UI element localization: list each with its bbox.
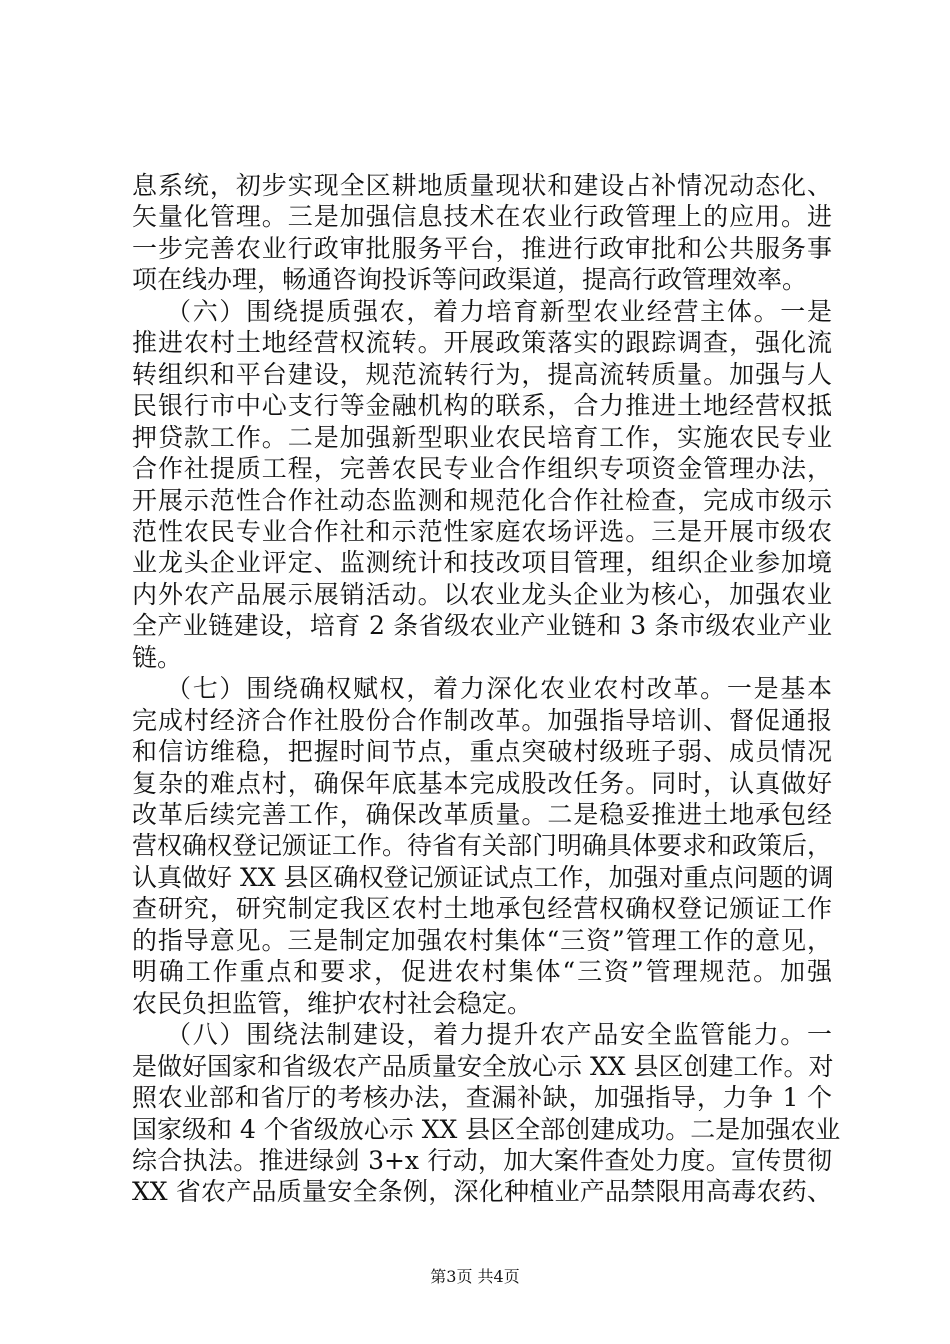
text-line: 和信访维稳，把握时间节点，重点突破村级班子弱、成员情况: [132, 737, 832, 766]
text-line: 开展示范性合作社动态监测和规范化合作社检查，完成市级示: [132, 486, 832, 515]
text-line: 推进农村土地经营权流转。开展政策落实的跟踪调查，强化流: [132, 328, 832, 357]
text-line: 转组织和平台建设，规范流转行为，提高流转质量。加强与人: [132, 360, 832, 389]
text-line: 全产业链建设，培育 2 条省级农业产业链和 3 条市级农业产业: [132, 611, 832, 640]
text-line: 范性农民专业合作社和示范性家庭农场评选。三是开展市级农: [132, 517, 832, 546]
text-line: 内外农产品展示展销活动。以农业龙头企业为核心，加强农业: [132, 580, 832, 609]
text-line: 项在线办理，畅通咨询投诉等问政渠道，提高行政管理效率。: [132, 265, 808, 294]
text-line: 息系统，初步实现全区耕地质量现状和建设占补情况动态化、: [132, 171, 832, 200]
page-footer: 第3页 共4页: [430, 1267, 520, 1286]
text-line: 认真做好 XX 县区确权登记颁证试点工作，加强对重点问题的调: [132, 863, 834, 892]
text-line: 链。: [132, 643, 183, 672]
text-line: 的指导意见。三是制定加强农村集体“三资”管理工作的意见，: [132, 926, 832, 955]
text-line: 是做好国家和省级农产品质量安全放心示 XX 县区创建工作。对: [132, 1052, 834, 1081]
text-line: 押贷款工作。二是加强新型职业农民培育工作，实施农民专业: [132, 423, 832, 452]
text-line: （六）围绕提质强农，着力培育新型农业经营主体。一是: [166, 297, 832, 326]
text-line: 查研究，研究制定我区农村土地承包经营权确权登记颁证工作: [132, 894, 832, 923]
text-line: （八）围绕法制建设，着力提升农产品安全监管能力。一: [166, 1020, 832, 1049]
text-line: 一步完善农业行政审批服务平台，推进行政审批和公共服务事: [132, 234, 832, 263]
text-line: 民银行市中心支行等金融机构的联系，合力推进土地经营权抵: [132, 391, 832, 420]
text-line: 营权确权登记颁证工作。待省有关部门明确具体要求和政策后，: [132, 831, 833, 860]
text-line: 明确工作重点和要求，促进农村集体“三资”管理规范。加强: [132, 957, 832, 986]
text-line: 照农业部和省厅的考核办法，查漏补缺，加强指导，力争 1 个: [132, 1083, 832, 1112]
text-line: XX 省农产品质量安全条例，深化种植业产品禁限用高毒农药、: [132, 1177, 832, 1206]
text-line: 农民负担监管，维护农村社会稳定。: [132, 989, 533, 1018]
text-line: 矢量化管理。三是加强信息技术在农业行政管理上的应用。进: [132, 202, 832, 231]
text-line: 合作社提质工程，完善农民专业合作组织专项资金管理办法，: [132, 454, 832, 483]
text-line: 业龙头企业评定、监测统计和技改项目管理，组织企业参加境: [132, 548, 832, 577]
text-line: （七）围绕确权赋权，着力深化农业农村改革。一是基本: [166, 674, 832, 703]
text-line: 复杂的难点村，确保年底基本完成股改任务。同时，认真做好: [132, 769, 832, 798]
text-line: 国家级和 4 个省级放心示 XX 县区全部创建成功。二是加强农业: [132, 1115, 841, 1144]
text-line: 综合执法。推进绿剑 3+x 行动，加大案件查处力度。宣传贯彻: [132, 1146, 832, 1175]
text-line: 完成村经济合作社股份合作制改革。加强指导培训、督促通报: [132, 706, 832, 735]
text-line: 改革后续完善工作，确保改革质量。二是稳妥推进土地承包经: [132, 800, 832, 829]
